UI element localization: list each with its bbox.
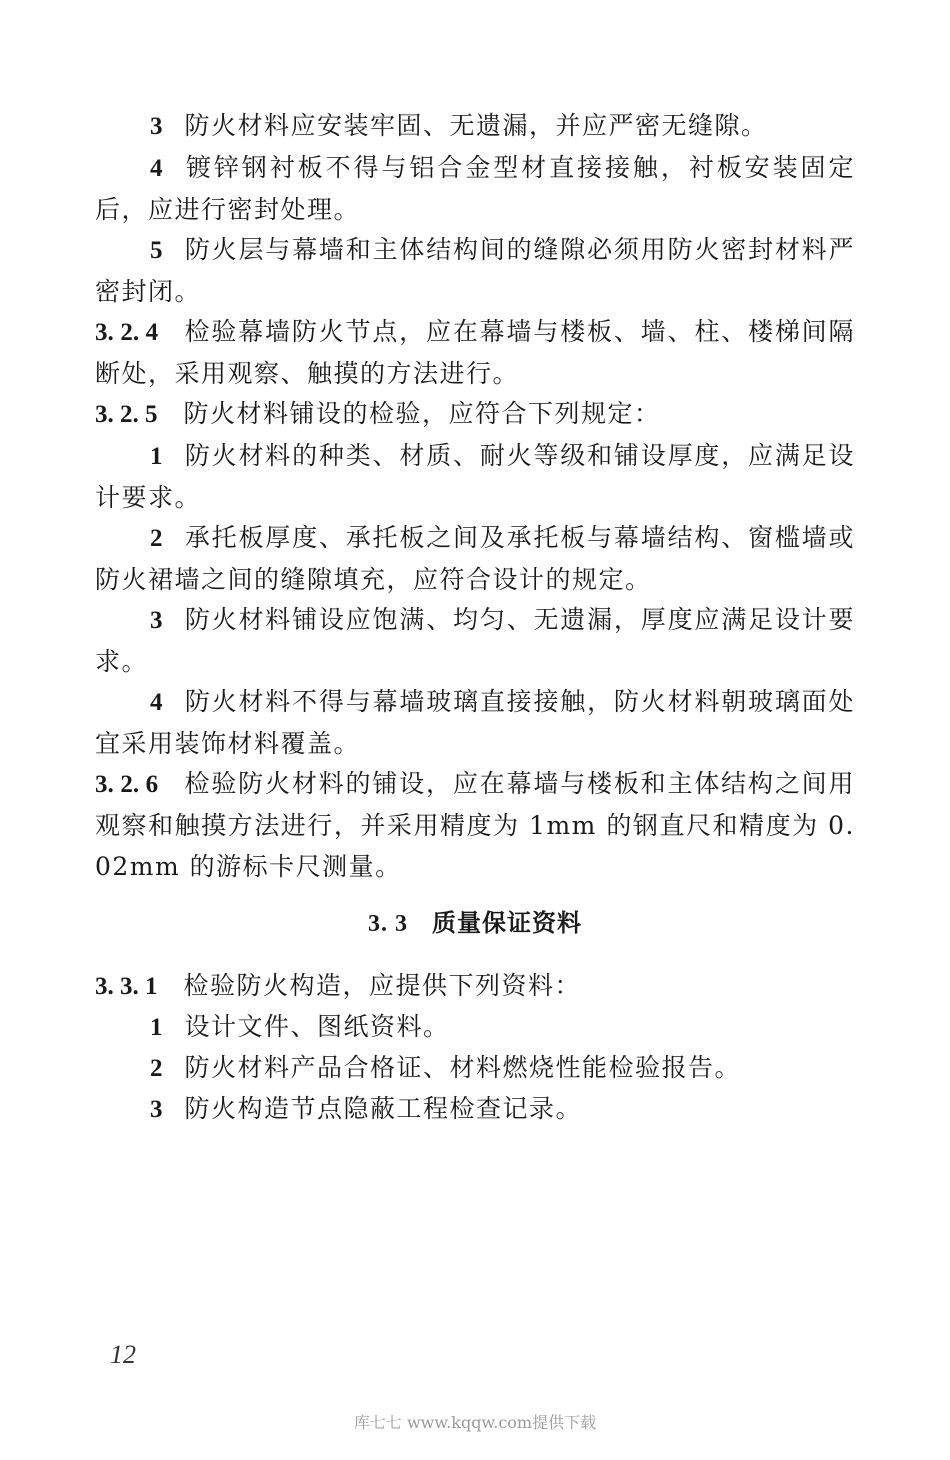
clause-number: 3. 2. 5 <box>95 401 158 428</box>
list-item <box>95 105 855 147</box>
clause-number: 3. 2. 4 <box>95 319 159 346</box>
section-number: 3. 3 <box>368 911 408 937</box>
clause-3-2-5 <box>95 393 855 435</box>
section-title: 质量保证资料 <box>432 909 582 937</box>
clause-text: 检验防火材料的铺设，应在幕墙与楼板和主体结构之间用观察和触摸方法进行，并采用精度为 1mm 的钢直尺和精度为 0. 02mm 的游标卡尺测量。 <box>95 769 855 881</box>
item-text: 镀锌钢衬板不得与铝合金型材直接接触，衬板安装固定后，应进行密封处理。 <box>95 153 855 224</box>
item-number: 2 <box>150 525 163 552</box>
item-number: 2 <box>150 1055 163 1082</box>
list-item <box>150 1006 850 1048</box>
list-item <box>95 147 855 230</box>
list-item <box>95 681 855 764</box>
item-text: 防火构造节点隐蔽工程检查记录。 <box>184 1094 583 1123</box>
item-number: 1 <box>150 443 163 470</box>
list-item <box>95 435 855 518</box>
item-number: 4 <box>150 155 163 182</box>
clause-text: 检验幕墙防火节点，应在幕墙与楼板、墙、柱、楼梯间隔断处，采用观察、触摸的方法进行。 <box>95 317 855 388</box>
clause-3-2-6 <box>95 763 855 887</box>
list-item <box>150 1047 850 1089</box>
item-number: 5 <box>150 237 163 264</box>
item-text: 防火材料应安装牢固、无遗漏，并应严密无缝隙。 <box>184 111 768 140</box>
list-item <box>95 229 855 312</box>
list-item <box>95 517 855 600</box>
item-number: 3 <box>150 1096 163 1123</box>
item-number: 3 <box>150 607 163 634</box>
list-item <box>150 1088 850 1130</box>
clause-number: 3. 3. 1 <box>95 973 158 1000</box>
clause-number: 3. 2. 6 <box>95 771 159 798</box>
item-text: 设计文件、图纸资料。 <box>184 1012 450 1041</box>
clause-text: 防火材料铺设的检验，应符合下列规定： <box>183 399 661 428</box>
item-text: 防火材料的种类、材质、耐火等级和铺设厚度，应满足设计要求。 <box>95 441 855 512</box>
item-number: 4 <box>150 689 163 716</box>
item-text: 防火材料产品合格证、材料燃烧性能检验报告。 <box>184 1053 742 1082</box>
clause-text: 检验防火构造，应提供下列资料： <box>183 971 582 1000</box>
item-text: 防火材料不得与幕墙玻璃直接接触，防火材料朝玻璃面处宜采用装饰材料覆盖。 <box>95 687 855 758</box>
item-text: 防火材料铺设应饱满、均匀、无遗漏，厚度应满足设计要求。 <box>95 605 855 676</box>
item-number: 1 <box>150 1014 163 1041</box>
clause-3-3-1 <box>95 965 855 1007</box>
watermark-text: 库七七 www.kqqw.com提供下载 <box>353 1413 597 1432</box>
item-text: 承托板厚度、承托板之间及承托板与幕墙结构、窗槛墙或防火裙墙之间的缝隙填充，应符合设计的规定。 <box>95 523 855 594</box>
section-heading <box>0 905 950 942</box>
item-text: 防火层与幕墙和主体结构间的缝隙必须用防火密封材料严密封闭。 <box>95 235 855 306</box>
list-item <box>95 599 855 682</box>
clause-3-2-4 <box>95 311 855 394</box>
item-number: 3 <box>150 113 163 140</box>
page-number: 12 <box>110 1340 136 1369</box>
